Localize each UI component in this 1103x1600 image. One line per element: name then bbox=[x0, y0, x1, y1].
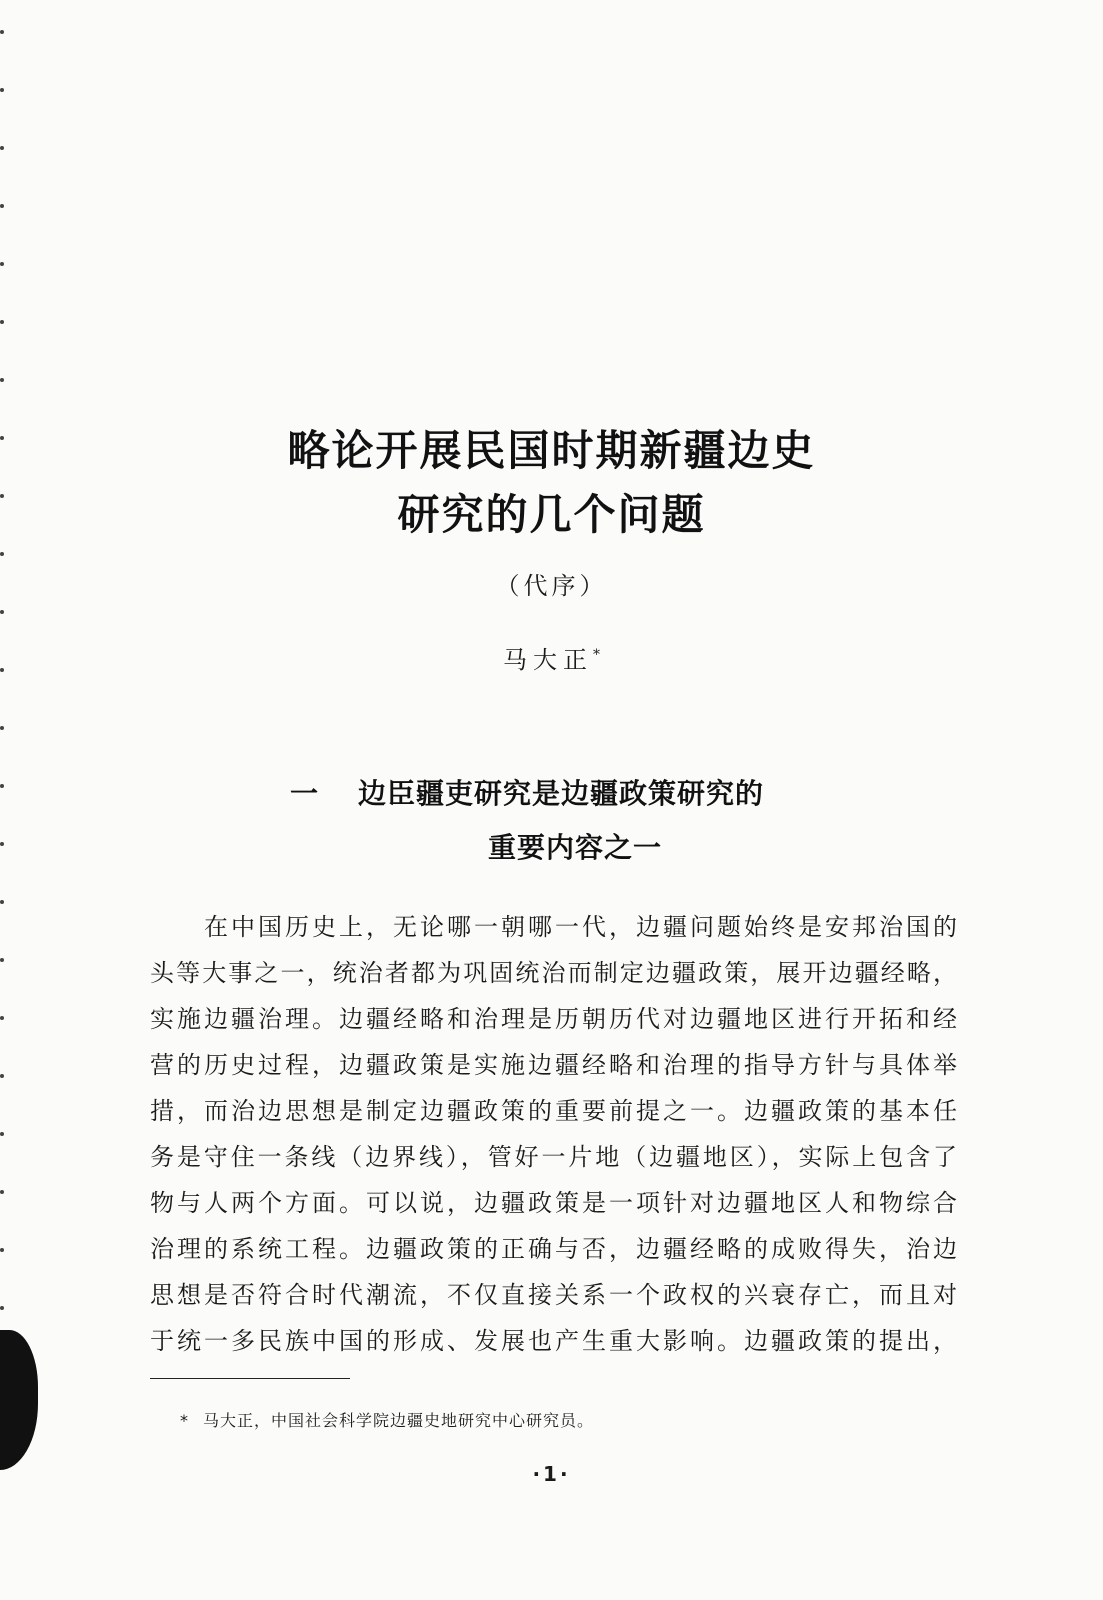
scan-edge-dot bbox=[0, 320, 4, 324]
scan-edge-dot bbox=[0, 1074, 4, 1078]
scan-edge-dot bbox=[0, 1248, 4, 1252]
scan-edge-dot bbox=[0, 378, 4, 382]
body-line: 务是守住一条线（边界线），管好一片地（边疆地区），实际上包含了 bbox=[150, 1143, 958, 1171]
scan-edge-dot bbox=[0, 842, 4, 846]
body-line: 措，而治边思想是制定边疆政策的重要前提之一。边疆政策的基本任 bbox=[150, 1097, 958, 1125]
subtitle: （代序） bbox=[495, 572, 608, 600]
body-line: 于统一多民族中国的形成、发展也产生重大影响。边疆政策的提出， bbox=[150, 1327, 958, 1355]
scan-edge-dot bbox=[0, 784, 4, 788]
scan-edge-dot bbox=[0, 204, 4, 208]
body-line: 实施边疆治理。边疆经略和治理是历朝历代对边疆地区进行开拓和经 bbox=[150, 1005, 958, 1033]
title-line-2: 研究的几个问题 bbox=[397, 490, 706, 539]
scan-edge-dot bbox=[0, 1306, 4, 1310]
scan-edge-dot bbox=[0, 262, 4, 266]
scan-edge-dot bbox=[0, 726, 4, 730]
scan-edge-dot bbox=[0, 30, 4, 34]
scan-edge-dot bbox=[0, 900, 4, 904]
author-name: 马大正 bbox=[503, 646, 593, 674]
scan-edge-dot bbox=[0, 1190, 4, 1194]
body-line: 治理的系统工程。边疆政策的正确与否，边疆经略的成败得失，治边 bbox=[150, 1235, 958, 1263]
body-line: 思想是否符合时代潮流，不仅直接关系一个政权的兴衰存亡，而且对 bbox=[150, 1281, 958, 1309]
body-line: 物与人两个方面。可以说，边疆政策是一项针对边疆地区人和物综合 bbox=[150, 1189, 958, 1217]
body-line: 在中国历史上，无论哪一朝哪一代，边疆问题始终是安邦治国的 bbox=[204, 913, 958, 941]
scan-edge-dot bbox=[0, 1132, 4, 1136]
page-number: ·1· bbox=[532, 1462, 571, 1486]
section-number: 一 bbox=[290, 777, 320, 810]
author-footnote-mark: * bbox=[593, 647, 600, 663]
footnote-divider bbox=[150, 1378, 350, 1379]
footnote-mark: * bbox=[180, 1411, 189, 1430]
scan-edge-dot bbox=[0, 610, 4, 614]
scan-edge-smudge bbox=[0, 1330, 38, 1470]
scan-edge-dot bbox=[0, 552, 4, 556]
section-heading-line-1: 边臣疆吏研究是边疆政策研究的 bbox=[358, 777, 765, 810]
author bbox=[0, 640, 1103, 675]
scan-edge-dot bbox=[0, 958, 4, 962]
section-heading-line-2: 重要内容之一 bbox=[488, 831, 663, 864]
scan-edge-dot bbox=[0, 1016, 4, 1020]
scan-edge-dot bbox=[0, 146, 4, 150]
title-line-1: 略论开展民国时期新疆边史 bbox=[287, 426, 816, 475]
body-line: 营的历史过程，边疆政策是实施边疆经略和治理的指导方针与具体举 bbox=[150, 1051, 958, 1079]
scan-edge-dot bbox=[0, 88, 4, 92]
body-line: 头等大事之一，统治者都为巩固统治而制定边疆政策，展开边疆经略， bbox=[150, 959, 958, 987]
footnote-text: 马大正，中国社会科学院边疆史地研究中心研究员。 bbox=[203, 1411, 595, 1430]
body-paragraph bbox=[150, 904, 958, 1364]
footnote bbox=[180, 1408, 594, 1431]
